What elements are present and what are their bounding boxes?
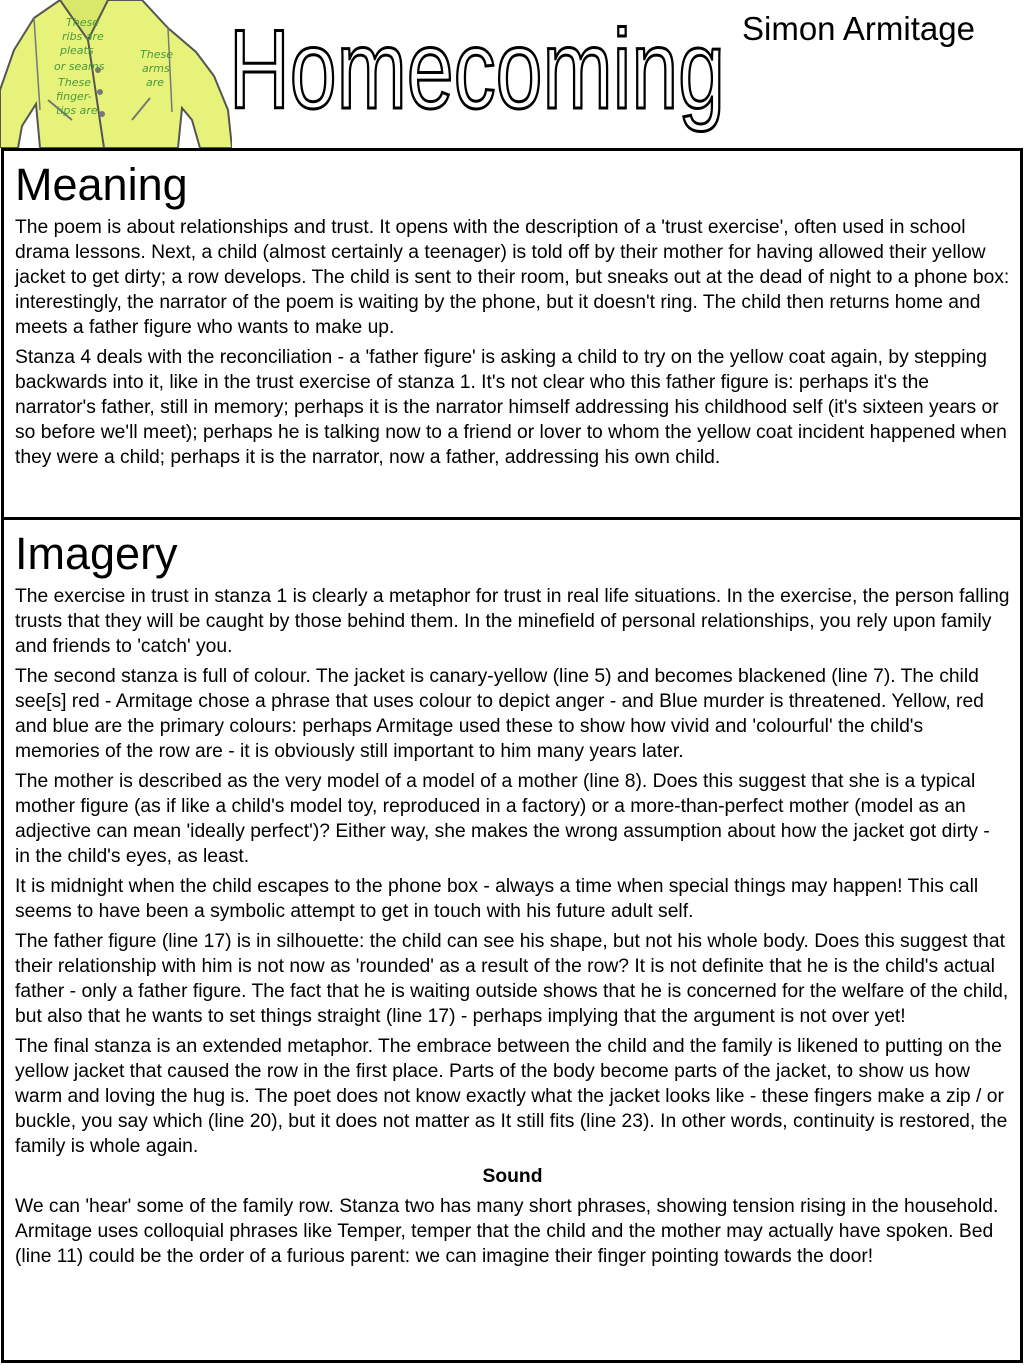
svg-text:pleats: pleats	[60, 44, 94, 57]
page-header	[0, 0, 1024, 148]
svg-text:These: These	[66, 16, 99, 29]
svg-text:These: These	[140, 48, 173, 61]
svg-text:arms: arms	[142, 62, 170, 75]
imagery-section	[1, 517, 1023, 1363]
svg-text:tips are: tips are	[56, 104, 98, 117]
imagery-paragraph: The final stanza is an extended metaphor. The embrace between the child and the family is likened to putting on the yellow jacket that caused the row in the first place. Parts of the body become parts of the jacket, to show us how warm and loving the hug is. The poet does not know exactly what the jacket looks like - these fingers make a zip / or buckle, you say which (line 20), but it does not matter as It still fits (line 23). In other words, continuity is restored, the family is whole again.	[15, 1036, 1008, 1157]
imagery-paragraph: The father figure (line 17) is in silhouette: the child can see his shape, but not his whole body. Does this suggest that their relationship with him is not now as 'rounded' as a result of the row? It is not definite that he is the child's actual father - only a father figure. The fact that he is waiting outside shows that he is concerned for the welfare of the child, but also that he wants to set things straight (line 17) - perhaps implying that the argument is not over yet!	[15, 931, 1009, 1027]
svg-text:or seams: or seams	[54, 60, 105, 73]
svg-text:are: are	[146, 76, 165, 89]
meaning-heading: Meaning	[15, 159, 188, 210]
yellow-jacket-illustration	[0, 0, 232, 148]
svg-text:finger-: finger-	[56, 90, 92, 103]
sound-paragraph: We can 'hear' some of the family row. Stanza two has many short phrases, showing tension rising in the household. Armitage uses colloquial phrases like Temper, temper that the child and the mother may actually have spoken. Bed (line 11) could be the order of a furious parent: we can imagine their finger pointing towards the door!	[15, 1196, 999, 1267]
meaning-paragraph: The poem is about relationships and trust. It opens with the description of a 'trust exercise', often used in school drama lessons. Next, a child (almost certainly a teenager) is told off by their mother for having allowed their yellow jacket to get dirty; a row develops. The child is sent to their room, but sneaks out at the dead of night to a phone box: interestingly, the narrator of the poem is waiting by the phone, but it doesn't ring. The child then returns home and meets a father figure who wants to make up.	[15, 217, 1010, 338]
sound-heading: Sound	[482, 1166, 543, 1187]
meaning-paragraph: Stanza 4 deals with the reconciliation - a 'father figure' is asking a child to try on the yellow coat again, by stepping backwards into it, like in the trust exercise of stanza 1. It's not clear who this father figure is: perhaps it's the narrator's father, still in memory; perhaps it is the narrator himself addressing his childhood self (it's sixteen years or so before we'll meet); perhaps he is talking now to a friend or lover to whom the yellow coat incident happened when they were a child; perhaps it is the narrator, now a father, addressing his own child.	[15, 347, 1007, 468]
imagery-paragraph: It is midnight when the child escapes to the phone box - always a time when special things may happen! This call seems to have been a symbolic attempt to get in touch with his future adult self.	[15, 876, 979, 922]
imagery-paragraph: The mother is described as the very model of a model of a mother (line 8). Does this suggest that she is a typical mother figure (as if like a child's model toy, reproduced in a factory) or a more-than-perfect mother (model as an adjective can mean 'ideally perfect')? Either way, she makes the wrong assumption about how the jacket got dirty - in the child's eyes, as least.	[15, 771, 990, 867]
imagery-heading: Imagery	[15, 528, 178, 579]
poem-title	[222, 4, 732, 144]
imagery-paragraph: The exercise in trust in stanza 1 is clearly a metaphor for trust in real life situations. In the exercise, the person falling trusts that they will be caught by those behind them. In the minefield of personal relationships, you rely upon family and friends to 'catch' you.	[15, 586, 1010, 657]
imagery-paragraph: The second stanza is full of colour. The jacket is canary-yellow (line 5) and becomes blackened (line 7). The child see[s] red - Armitage chose a phrase that uses colour to depict anger - and Blue murder is threatened. Yellow, red and blue are the primary colours: perhaps Armitage used these to show how vivid and 'colourful' the child's memories of the row are - it is obviously still important to him many years later.	[15, 666, 984, 762]
svg-text:ribs are: ribs are	[62, 30, 104, 43]
poem-title-text: Homecoming	[229, 7, 725, 132]
svg-text:These: These	[58, 76, 91, 89]
meaning-section	[1, 148, 1023, 520]
author-name: Simon Armitage	[742, 10, 975, 47]
